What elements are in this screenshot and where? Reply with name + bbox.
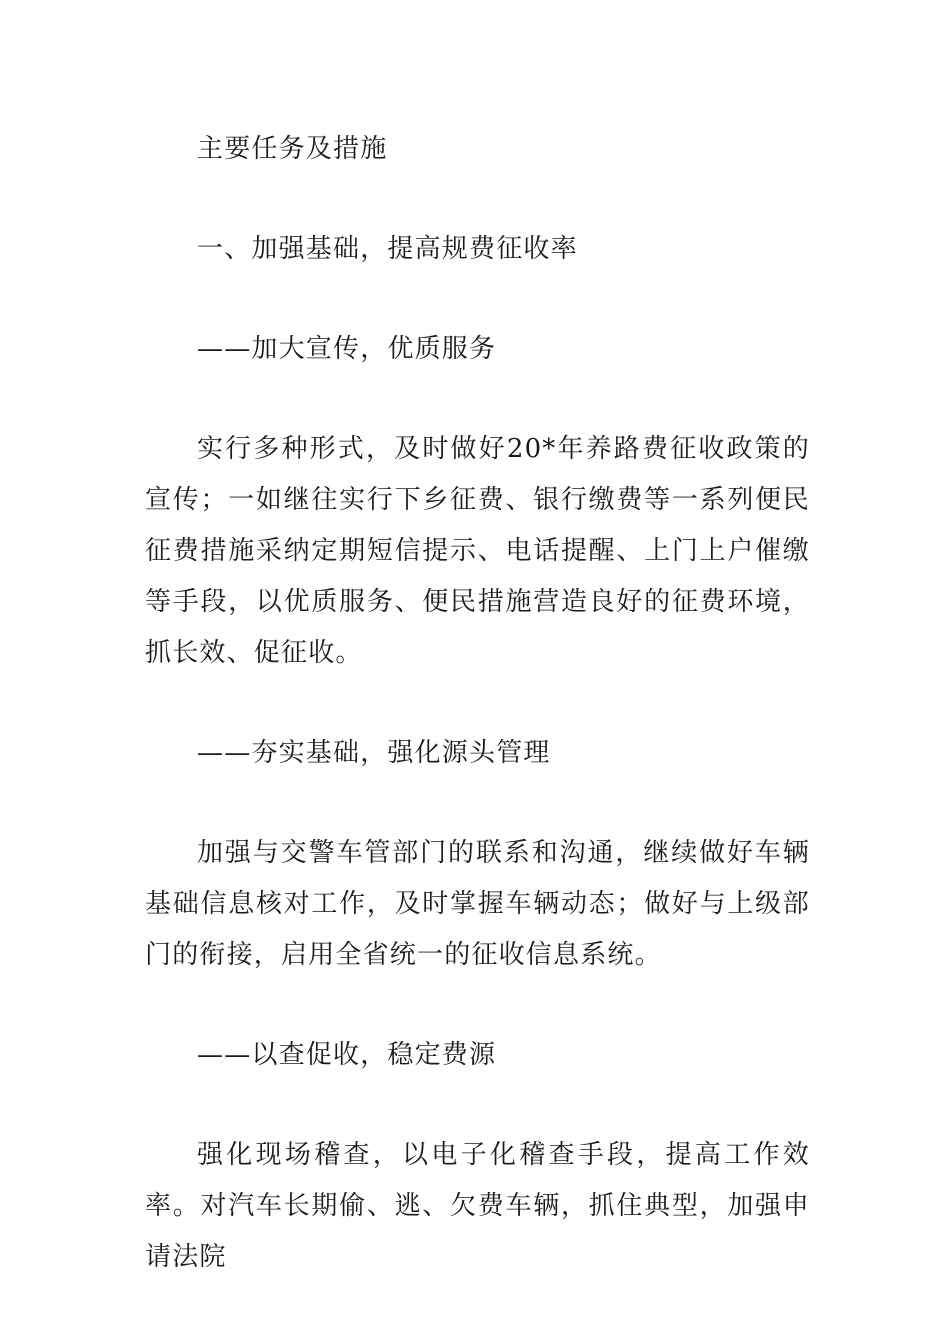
section-heading-strengthen-basics: 一、加强基础，提高规费征收率: [197, 234, 578, 264]
paragraph-publicity-service: 实行多种形式，及时做好20*年养路费征收政策的宣传；一如继往实行下乡征费、银行缴费等一系列便民征费措施采纳定期短信提示、电话提醒、上门上户催缴等手段，以优质服务、便民措施营造良好的征费环境，抓长效、促征收。: [145, 434, 810, 668]
section-title: 主要任务及措施: [197, 134, 388, 164]
subheading-inspection: ——以查促收，稳定费源: [197, 1040, 497, 1070]
subheading-publicity-service: ——加大宣传，优质服务: [197, 334, 497, 364]
paragraph-source-management: 加强与交警车管部门的联系和沟通，继续做好车辆基础信息核对工作，及时掌握车辆动态；做好与上级部门的衔接，启用全省统一的征收信息系统。: [145, 838, 810, 970]
document-body: [145, 124, 810, 1283]
paragraph-inspection: 强化现场稽查，以电子化稽查手段，提高工作效率。对汽车长期偷、逃、欠费车辆，抓住典型，加强申请法院: [145, 1140, 810, 1272]
subheading-source-management: ——夯实基础，强化源头管理: [197, 738, 551, 768]
